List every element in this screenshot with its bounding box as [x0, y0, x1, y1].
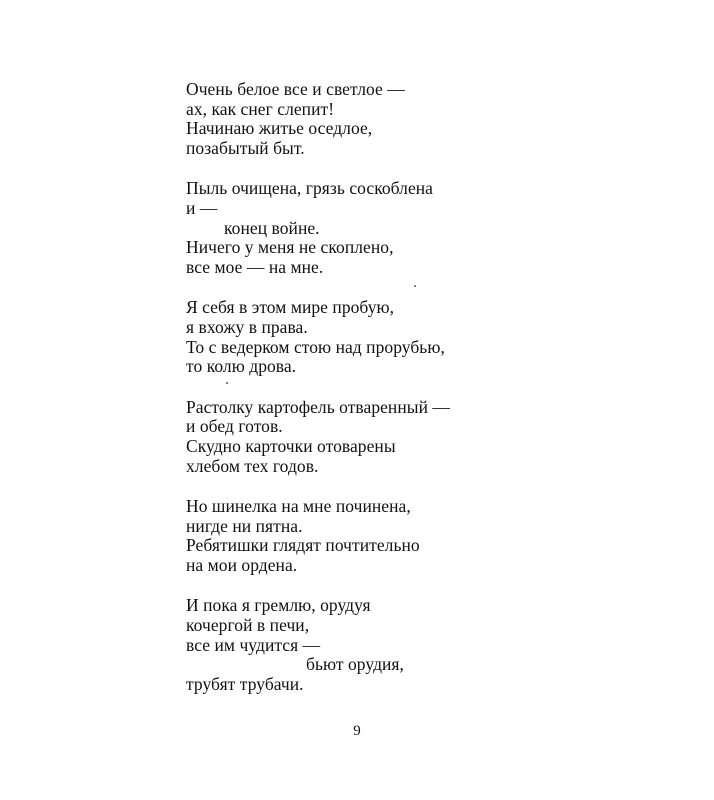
poem-line: Ничего у меня не скоплено, — [186, 237, 394, 258]
poem-line: Ребятишки глядят почтительно — [186, 535, 420, 556]
poem-line: хлебом тех годов. — [186, 455, 319, 476]
poem-line: Начинаю житье оседлое, — [186, 118, 373, 139]
poem-line: Но шинелка на мне починена, — [186, 496, 411, 517]
page-number: 9 — [353, 723, 361, 739]
poem-line: трубят трубачи. — [186, 673, 304, 694]
stanza-3 — [186, 298, 666, 376]
poem-line: Скудно карточки отоварены — [186, 435, 396, 456]
stanza-1 — [186, 80, 666, 158]
poem-line: на мои ордена. — [186, 554, 298, 575]
stanza-2 — [186, 179, 666, 277]
poem-line: то колю дрова. — [186, 356, 297, 377]
poem-line: Я себя в этом мире пробую, — [186, 297, 395, 318]
poem-line: Очень белое все и светлое — — [186, 79, 405, 99]
stanza-6 — [186, 596, 666, 694]
poem — [186, 80, 666, 715]
poem-line: ах, как снег слепит! — [186, 98, 335, 119]
poem-line: все им чудится — — [186, 634, 321, 655]
poem-line: и обед готов. — [186, 416, 283, 437]
poem-line: Растолку картофель отваренный — — [186, 396, 450, 417]
stanza-4 — [186, 398, 666, 476]
print-speck — [414, 285, 416, 287]
poem-line: кочергой в печи, — [186, 615, 310, 636]
poem-line: Пыль очищена, грязь соскоблена — [186, 178, 434, 199]
poem-line-indented: бьют орудия, — [306, 654, 404, 675]
poem-line: То с ведерком стою над прорубью, — [186, 336, 445, 357]
poem-line: и — — [186, 197, 218, 218]
poem-line: позабытый быт. — [186, 137, 305, 158]
print-speck — [226, 382, 228, 384]
poem-line: нигде ни пятна. — [186, 515, 303, 536]
poem-line: все мое — на мне. — [186, 256, 324, 277]
poem-line: И пока я гремлю, орудуя — [186, 595, 371, 616]
stanza-5 — [186, 497, 666, 575]
poem-line-indented: конец войне. — [224, 217, 320, 238]
poem-line: я вхожу в права. — [186, 316, 308, 337]
